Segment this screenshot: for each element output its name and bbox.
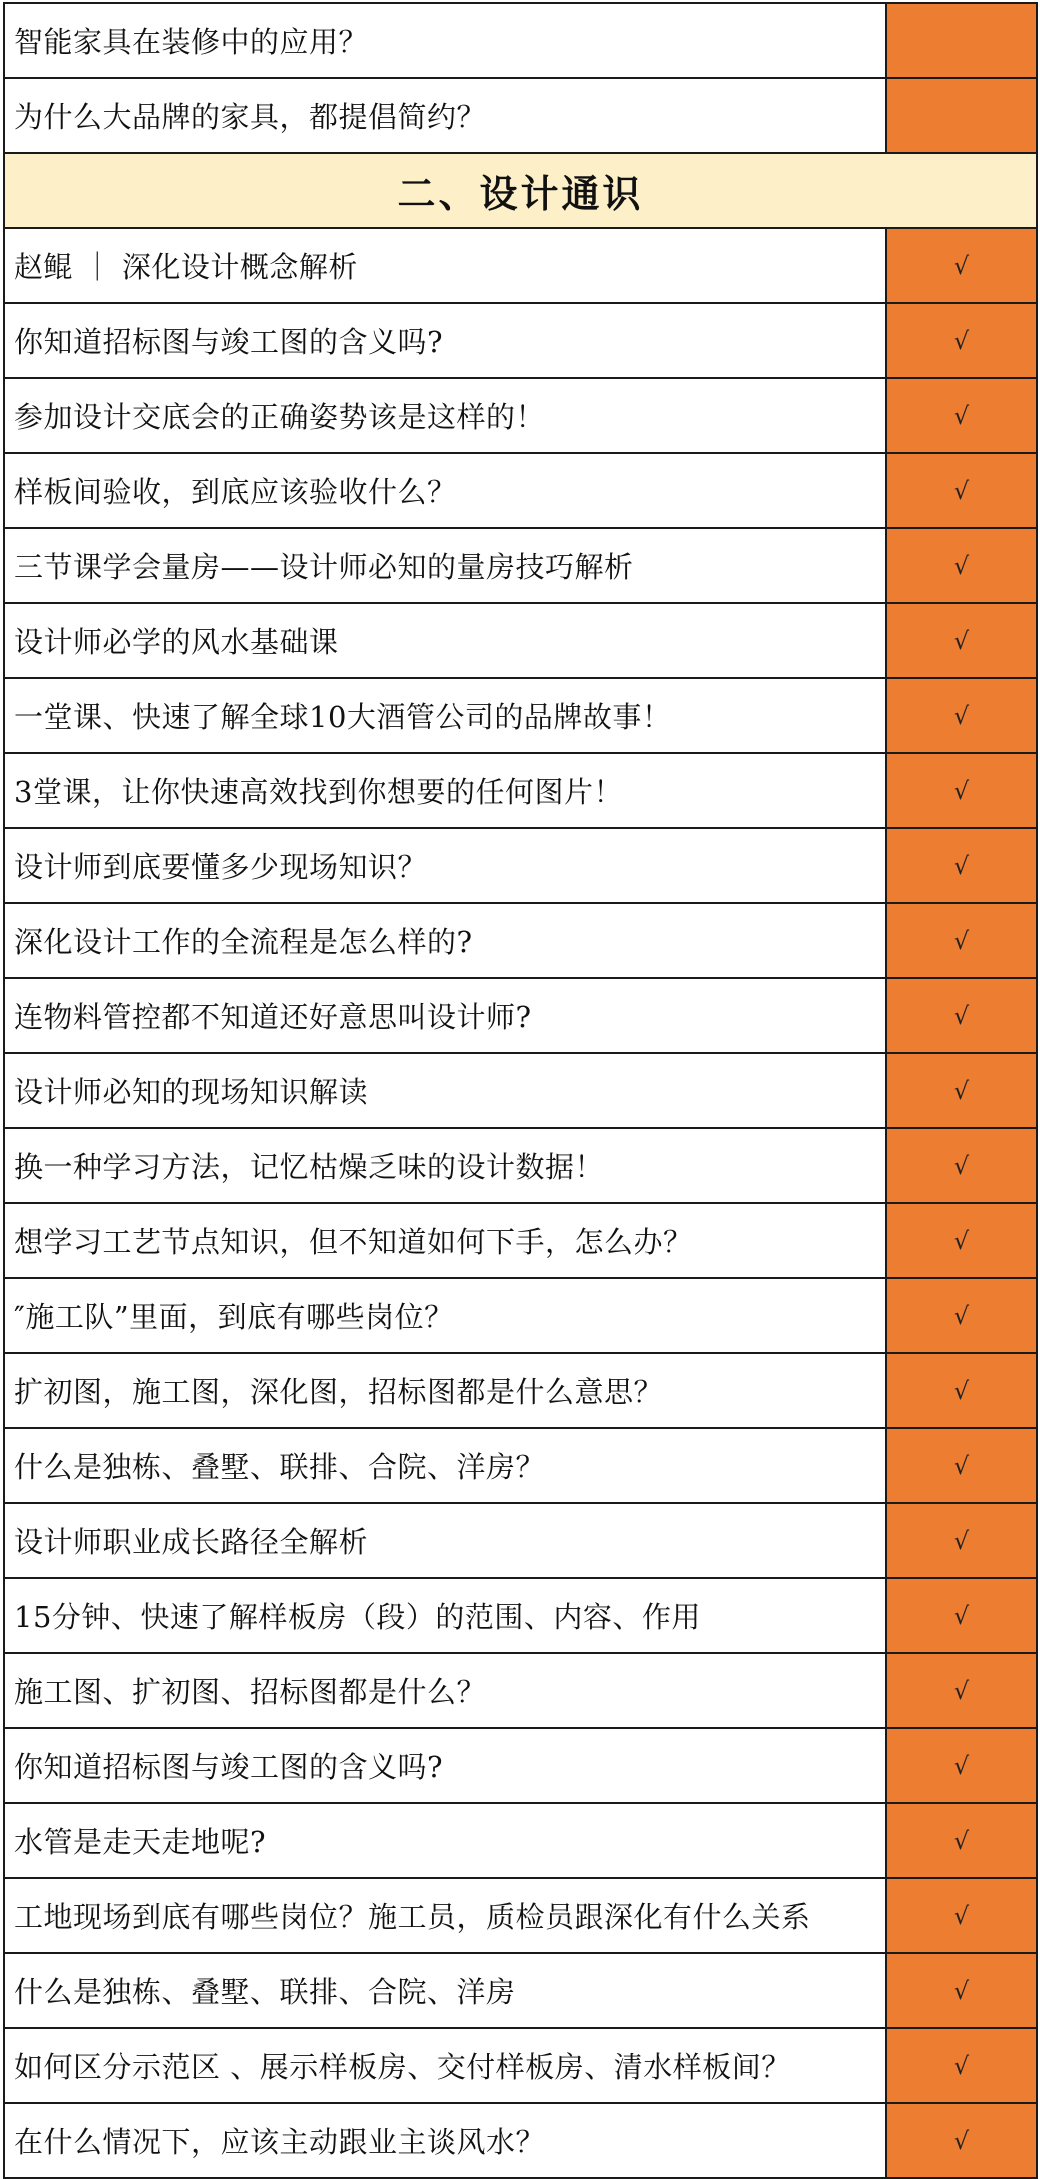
section-title: 二、设计通识 bbox=[5, 154, 1038, 227]
table-row bbox=[5, 904, 1038, 979]
table-row bbox=[5, 1204, 1038, 1279]
row-title: 设计师必学的风水基础课 bbox=[5, 604, 887, 677]
table-row bbox=[5, 1954, 1038, 2029]
row-title: 什么是独栋、叠墅、联排、合院、洋房 bbox=[5, 1954, 887, 2027]
table-row bbox=[5, 529, 1038, 604]
table-row bbox=[5, 4, 1038, 79]
row-title: 想学习工艺节点知识，但不知道如何下手，怎么办？ bbox=[5, 1204, 887, 1277]
row-title: 15分钟、快速了解样板房（段）的范围、内容、作用 bbox=[5, 1579, 887, 1652]
check-mark: √ bbox=[887, 229, 1038, 302]
check-mark: √ bbox=[887, 1879, 1038, 1952]
check-mark: √ bbox=[887, 379, 1038, 452]
table-row bbox=[5, 604, 1038, 679]
row-title: 设计师职业成长路径全解析 bbox=[5, 1504, 887, 1577]
row-title: 水管是走天走地呢? bbox=[5, 1804, 887, 1877]
table-row bbox=[5, 379, 1038, 454]
check-mark: √ bbox=[887, 829, 1038, 902]
row-title: 深化设计工作的全流程是怎么样的? bbox=[5, 904, 887, 977]
table-row bbox=[5, 79, 1038, 154]
table-row bbox=[5, 1279, 1038, 1354]
check-mark: √ bbox=[887, 979, 1038, 1052]
check-mark: √ bbox=[887, 2104, 1038, 2177]
check-mark: √ bbox=[887, 754, 1038, 827]
row-title: 为什么大品牌的家具，都提倡简约？ bbox=[5, 79, 887, 152]
check-mark: √ bbox=[887, 1129, 1038, 1202]
table-row bbox=[5, 1504, 1038, 1579]
check-mark: √ bbox=[887, 679, 1038, 752]
section-header-row bbox=[5, 154, 1038, 229]
table-row bbox=[5, 1654, 1038, 1729]
row-title: ″施工队”里面，到底有哪些岗位？ bbox=[5, 1279, 887, 1352]
table-row bbox=[5, 829, 1038, 904]
row-title: 在什么情况下，应该主动跟业主谈风水？ bbox=[5, 2104, 887, 2177]
check-mark: √ bbox=[887, 1654, 1038, 1727]
check-mark: √ bbox=[887, 1429, 1038, 1502]
check-mark: √ bbox=[887, 1054, 1038, 1127]
row-title: 一堂课、快速了解全球10大酒管公司的品牌故事！ bbox=[5, 679, 887, 752]
row-title: 设计师必知的现场知识解读 bbox=[5, 1054, 887, 1127]
check-mark: √ bbox=[887, 304, 1038, 377]
check-mark: √ bbox=[887, 2029, 1038, 2102]
check-mark: √ bbox=[887, 454, 1038, 527]
table-row bbox=[5, 1129, 1038, 1204]
check-mark: √ bbox=[887, 1804, 1038, 1877]
row-mark-cell bbox=[887, 79, 1038, 152]
table-row bbox=[5, 1354, 1038, 1429]
check-mark: √ bbox=[887, 1354, 1038, 1427]
table-row bbox=[5, 1729, 1038, 1804]
row-title: 换一种学习方法，记忆枯燥乏味的设计数据！ bbox=[5, 1129, 887, 1202]
check-mark: √ bbox=[887, 529, 1038, 602]
row-title: 设计师到底要懂多少现场知识？ bbox=[5, 829, 887, 902]
table-row bbox=[5, 754, 1038, 829]
row-mark-cell bbox=[887, 4, 1038, 77]
check-mark: √ bbox=[887, 1954, 1038, 2027]
check-mark: √ bbox=[887, 1729, 1038, 1802]
row-title: 扩初图，施工图，深化图，招标图都是什么意思？ bbox=[5, 1354, 887, 1427]
row-title: 连物料管控都不知道还好意思叫设计师? bbox=[5, 979, 887, 1052]
table-row bbox=[5, 454, 1038, 529]
table-row bbox=[5, 979, 1038, 1054]
course-checklist-table bbox=[3, 2, 1038, 2179]
table-row bbox=[5, 1054, 1038, 1129]
table-row bbox=[5, 2029, 1038, 2104]
check-mark: √ bbox=[887, 1579, 1038, 1652]
row-title: 工地现场到底有哪些岗位？施工员，质检员跟深化有什么关系 bbox=[5, 1879, 887, 1952]
check-mark: √ bbox=[887, 904, 1038, 977]
row-title: 3堂课，让你快速高效找到你想要的任何图片！ bbox=[5, 754, 887, 827]
row-title: 什么是独栋、叠墅、联排、合院、洋房？ bbox=[5, 1429, 887, 1502]
check-mark: √ bbox=[887, 1504, 1038, 1577]
check-mark: √ bbox=[887, 604, 1038, 677]
row-title: 参加设计交底会的正确姿势该是这样的！ bbox=[5, 379, 887, 452]
table-row bbox=[5, 304, 1038, 379]
check-mark: √ bbox=[887, 1204, 1038, 1277]
table-row bbox=[5, 1579, 1038, 1654]
table-row bbox=[5, 229, 1038, 304]
table-row bbox=[5, 1429, 1038, 1504]
check-mark: √ bbox=[887, 1279, 1038, 1352]
row-title: 智能家具在装修中的应用？ bbox=[5, 4, 887, 77]
table-row bbox=[5, 679, 1038, 754]
row-title: 施工图、扩初图、招标图都是什么？ bbox=[5, 1654, 887, 1727]
table-row bbox=[5, 1879, 1038, 1954]
row-title: 赵鲲 ｜ 深化设计概念解析 bbox=[5, 229, 887, 302]
table-row bbox=[5, 1804, 1038, 1879]
row-title: 样板间验收，到底应该验收什么？ bbox=[5, 454, 887, 527]
row-title: 你知道招标图与竣工图的含义吗? bbox=[5, 304, 887, 377]
row-title: 三节课学会量房——设计师必知的量房技巧解析 bbox=[5, 529, 887, 602]
row-title: 如何区分示范区 、展示样板房、交付样板房、清水样板间？ bbox=[5, 2029, 887, 2102]
table-row bbox=[5, 2104, 1038, 2179]
row-title: 你知道招标图与竣工图的含义吗? bbox=[5, 1729, 887, 1802]
